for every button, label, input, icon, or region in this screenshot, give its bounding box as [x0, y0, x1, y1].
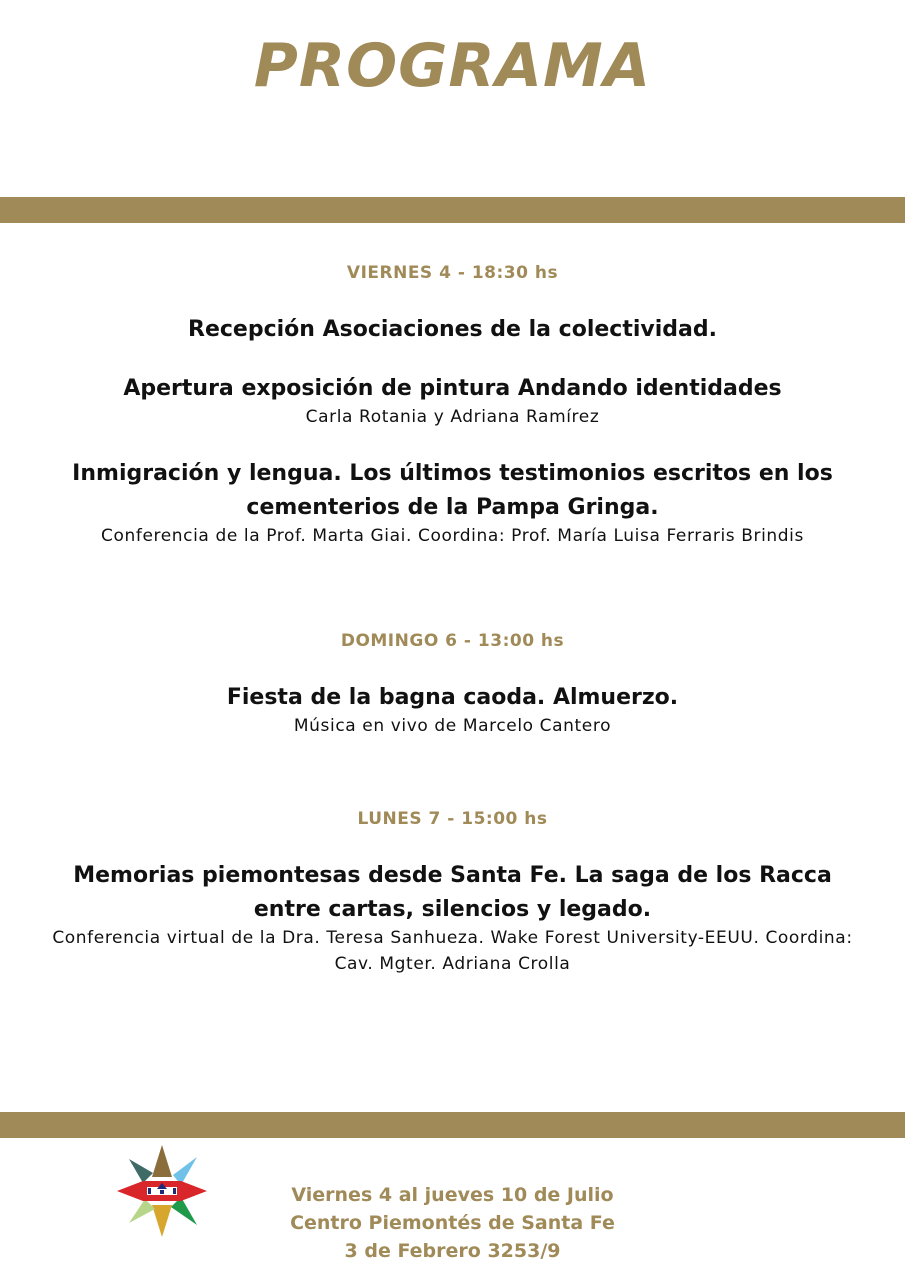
compass-star-logo-icon: [115, 1143, 209, 1237]
event-subtitle-memorias: Conferencia virtual de la Dra. Teresa Sanhueza. Wake Forest University-EEUU. Coordina: Cav. Mgter. Adriana Crolla: [52, 928, 853, 974]
footer-address: 3 de Febrero 3253/9: [344, 1240, 561, 1262]
page-title: PROGRAMA: [253, 31, 652, 101]
event-title-recepcion: Recepción Asociaciones de la colectividad.: [188, 317, 717, 342]
footer-dates: Viernes 4 al jueves 10 de Julio: [291, 1184, 614, 1206]
event-title-inmigracion: Inmigración y lengua. Los últimos testimonios escritos en los cementerios de la Pampa Gringa.: [72, 461, 833, 520]
event-title-bagna-caoda: Fiesta de la bagna caoda. Almuerzo.: [226, 685, 679, 710]
event-subtitle-bagna-caoda: Música en vivo de Marcelo Cantero: [293, 716, 612, 736]
bottom-divider-band: [0, 1112, 905, 1138]
event-subtitle-apertura: Carla Rotania y Adriana Ramírez: [305, 407, 600, 427]
day-heading-lunes: LUNES 7 - 15:00 hs: [357, 809, 548, 829]
event-title-memorias: Memorias piemontesas desde Santa Fe. La saga de los Racca entre cartas, silencios y legado.: [73, 863, 832, 922]
footer-venue: Centro Piemontés de Santa Fe: [290, 1212, 615, 1234]
top-divider-band: [0, 197, 905, 223]
day-heading-domingo: DOMINGO 6 - 13:00 hs: [340, 631, 565, 651]
event-title-apertura: Apertura exposición de pintura Andando identidades: [123, 376, 782, 401]
day-heading-viernes: VIERNES 4 - 18:30 hs: [346, 263, 559, 283]
event-subtitle-inmigracion: Conferencia de la Prof. Marta Giai. Coordina: Prof. María Luisa Ferraris Brindis: [101, 526, 804, 546]
